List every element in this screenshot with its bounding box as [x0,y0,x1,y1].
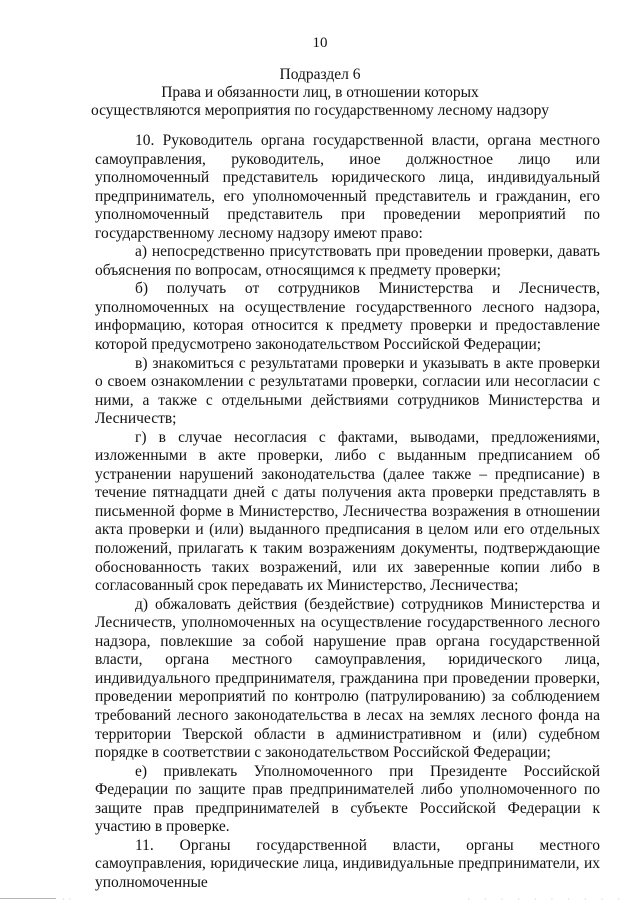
scan-edge-line [0,898,56,899]
page-number: 10 [312,35,328,51]
paragraph-10-item-e: е) привлекать Уполномоченного при Президенте Российской Федерации по защите прав предпринимателей либо уполномоченного по защите прав предпринимателей в субъекте Российской Федерации к участию в проверке. [95,762,600,836]
paragraph-10-item-b: б) получать от сотрудников Министерства и Лесничеств, уполномоченных на осуществление государственного лесного надзора, информацию, которая относится к предмету проверки и предоставление которой предусмотрено законодательством Российской Федерации; [95,280,600,354]
paragraph-10-item-a: а) непосредственно присутствовать при проведении проверки, давать объяснения по вопросам, относящимся к предмету проверки; [95,243,600,279]
paragraph-11: 11. Органы государственной власти, органы местного самоуправления, юридические лица, индивидуальные предприниматели, их уполномоченные [95,836,600,891]
scan-edge-dots-right: · · · · · · · · · · [467,895,626,904]
paragraph-10-item-g: г) в случае несогласия с фактами, выводами, предложениями, изложенными в акте проверки, либо с выданным предписанием об устранении нарушений законодательства (далее также – предписание) в течение пятнадцати дней с даты получения акта проверки представлять в письменной форме в Министерство, Лесничества возражения в отношении акта проверки и (или) выданного предписания в целом или его отдельных положений, прилагать к таким возражениям документы, подтверждающие обоснованность таких возражений, или их заверенные копии либо в согласованный срок передавать их Министерство, Лесничества; [95,428,600,595]
document-body [95,132,600,892]
paragraph-10: 10. Руководитель органа государственной власти, органа местного самоуправления, руководитель, иное должностное лицо или уполномоченный представитель юридического лица, индивидуальный предприниматель, его уполномоченный представитель и гражданин, его уполномоченный представитель при проведении мероприятий по государственному лесному надзору имеют право: [95,132,600,242]
scan-edge-dots-left: · · [62,895,73,904]
scan-edge-marks [0,893,640,905]
subsection-subtitle-line-1: Права и обязанности лиц, в отношении которых [161,84,479,101]
subsection-title: Подраздел 6 [279,66,361,83]
section-heading [40,66,600,120]
paragraph-10-item-d: д) обжаловать действия (бездействие) сотрудников Министерства и Лесничеств, уполномоченных на осуществление государственного лесного надзора, повлекшие за собой нарушение прав органа государственной власти, органа местного самоуправления, юридического лица, индивидуального предпринимателя, гражданина при проведении проверки, проведении мероприятий по контролю (патрулированию) за соблюдением требований лесного законодательства в лесах на землях лесного фонда на территории Тверской области в административном и (или) судебном порядке в соответствии с законодательством Российской Федерации; [95,595,600,762]
subsection-subtitle-line-2: осуществляются мероприятия по государственному лесному надзору [91,102,549,119]
paragraph-10-item-v: в) знакомиться с результатами проверки и указывать в акте проверки о своем ознакомлении с результатами проверки, согласии или несогласии с ними, а также с отдельными действиями сотрудников Министерства и Лесничеств; [95,354,600,428]
